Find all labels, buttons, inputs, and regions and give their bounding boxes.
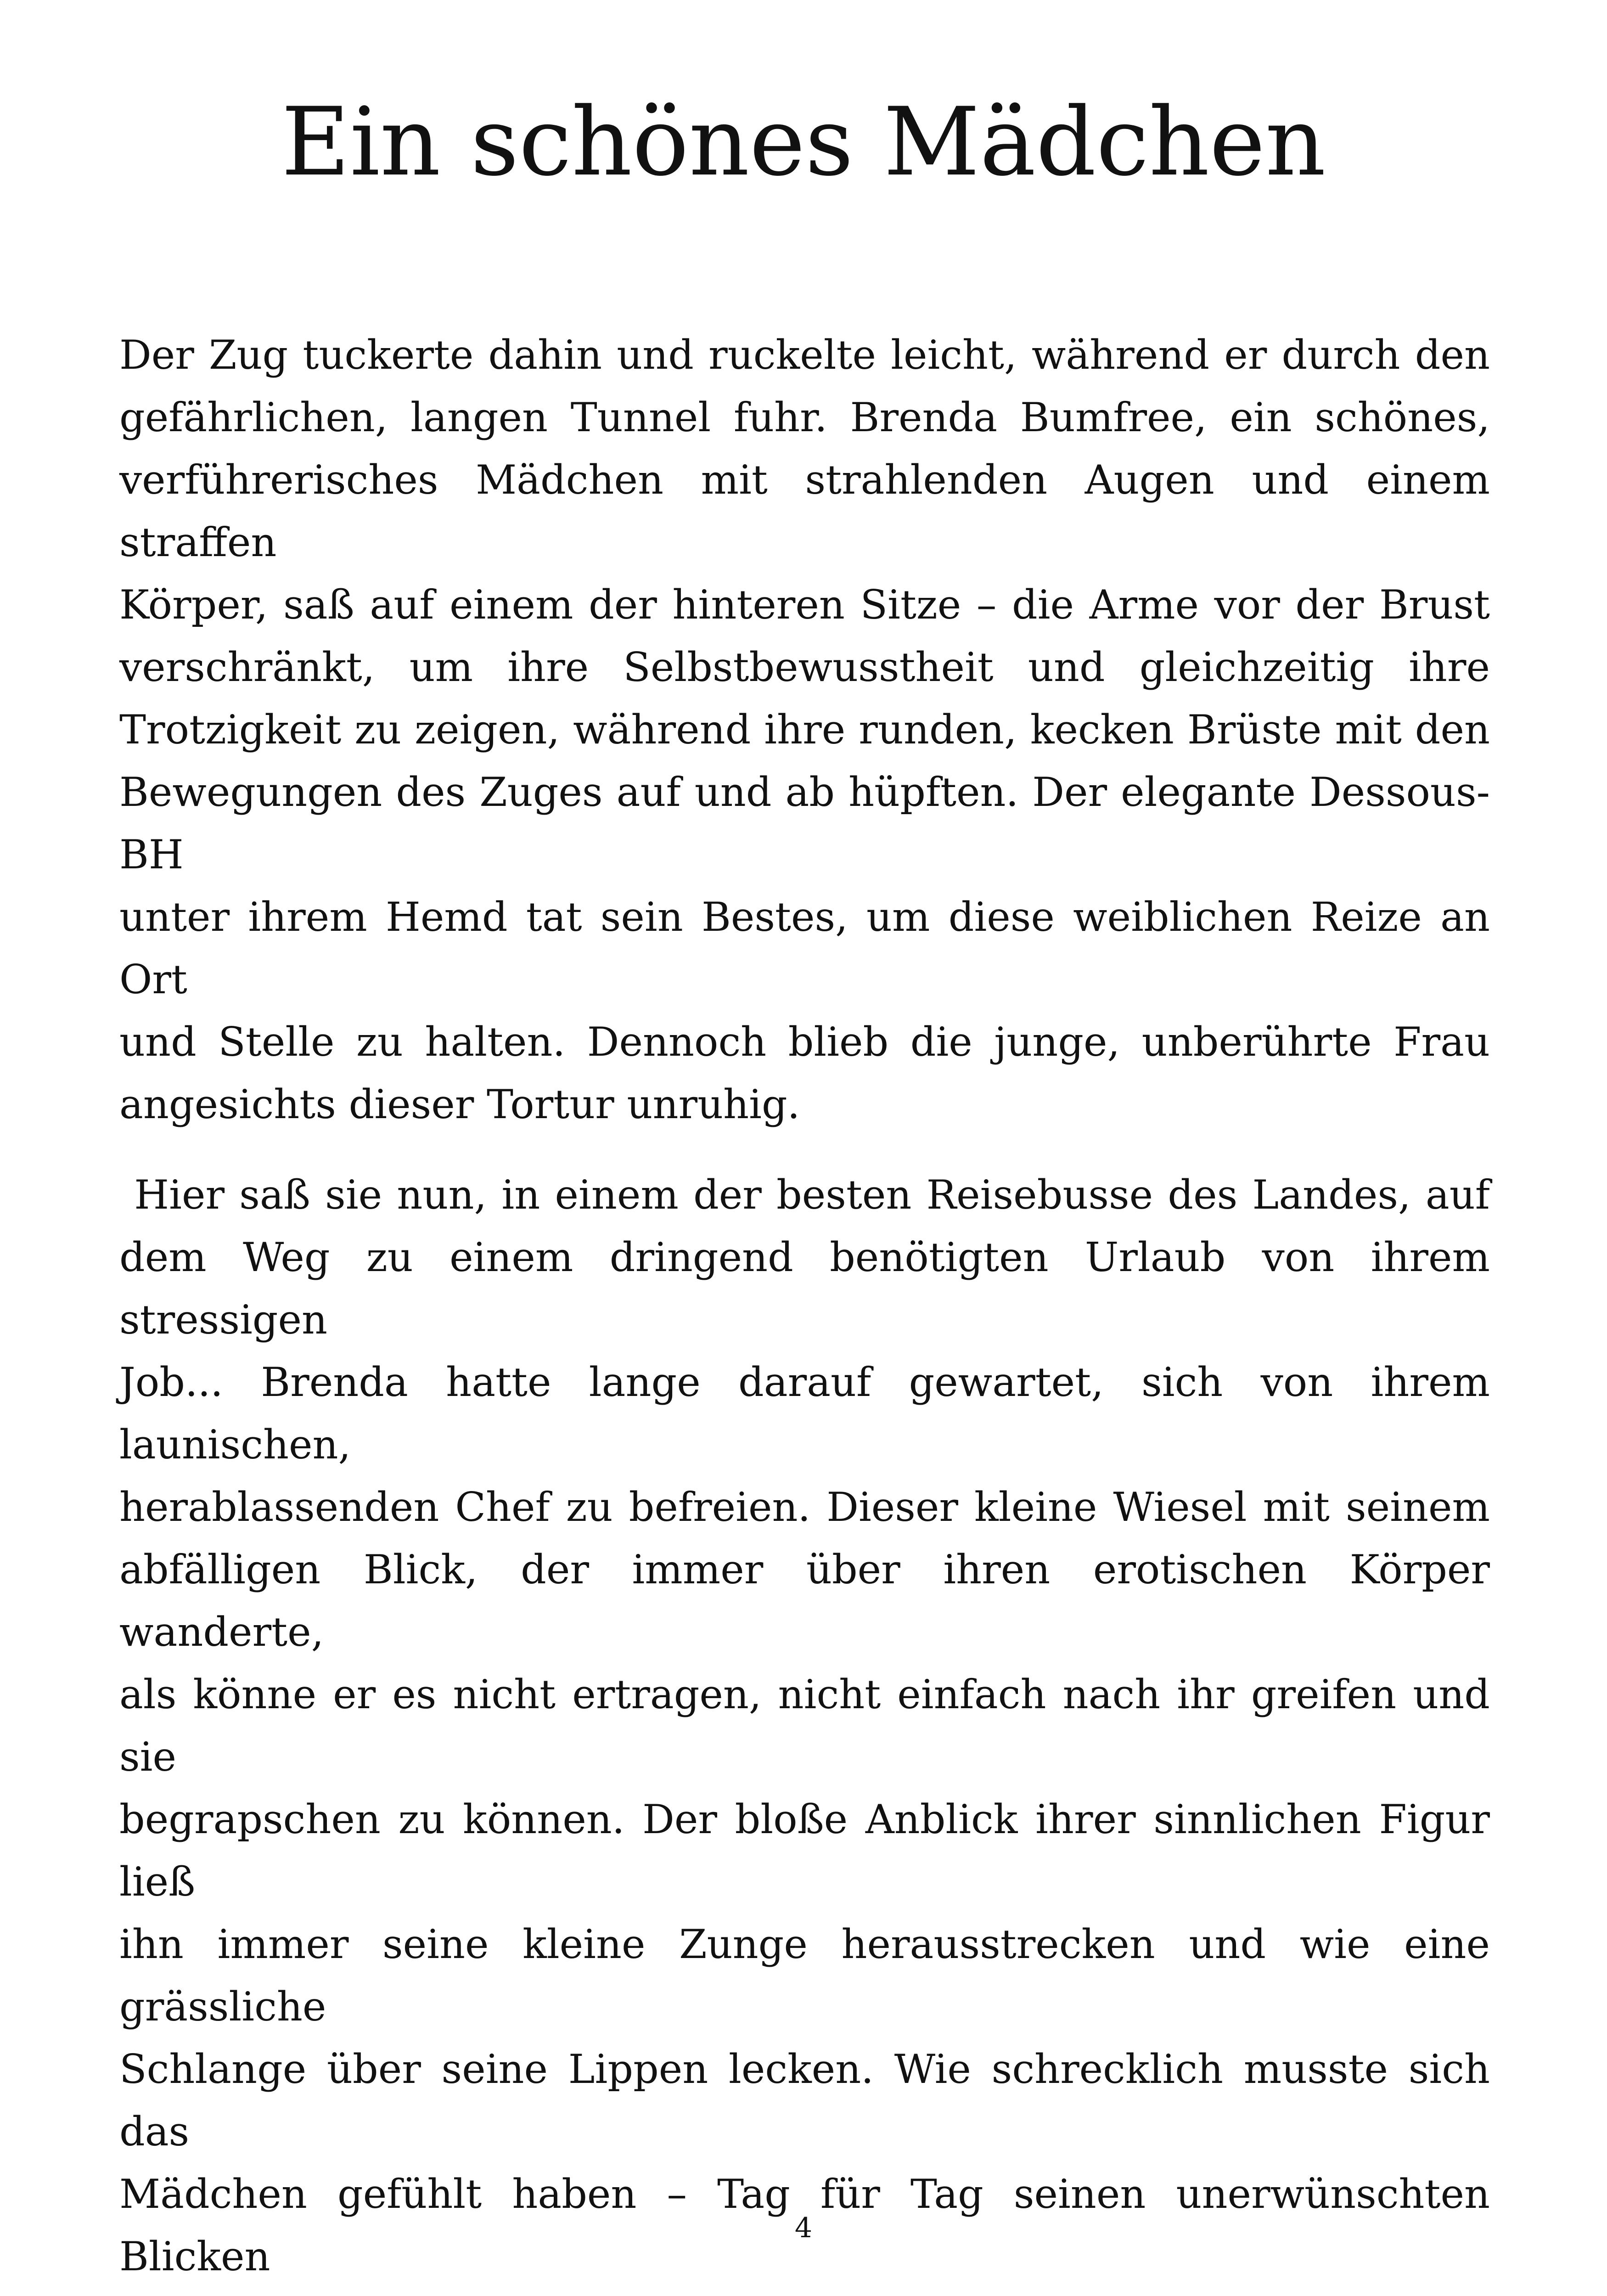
text-line: unter ihrem Hemd tat sein Bestes, um diese weiblichen Reize an Ort bbox=[119, 894, 1490, 1003]
text-line: gefährlichen, langen Tunnel fuhr. Brenda Bumfree, ein schönes, bbox=[119, 394, 1490, 441]
text-line: ihn immer seine kleine Zunge herausstrecken und wie eine grässliche bbox=[119, 1921, 1490, 2030]
text-line: Mädchen gefühlt haben – Tag für Tag seinen unerwünschten Blicken bbox=[119, 2171, 1490, 2280]
text-line: herablassenden Chef zu befreien. Dieser kleine Wiesel mit seinem bbox=[119, 1484, 1490, 1531]
text-line: Job... Brenda hatte lange darauf gewartet, sich von ihrem launischen, bbox=[119, 1359, 1490, 1468]
text-line: verschränkt, um ihre Selbstbewusstheit und gleichzeitig ihre bbox=[119, 644, 1490, 691]
text-line: angesichts dieser Tortur unruhig. bbox=[119, 1081, 800, 1128]
paragraph-1 bbox=[119, 324, 1490, 1136]
text-line: begrapschen zu können. Der bloße Anblick ihrer sinnlichen Figur ließ bbox=[119, 1796, 1490, 1905]
text-line: Bewegungen des Zuges auf und ab hüpften. Der elegante Dessous-BH bbox=[119, 769, 1490, 878]
text-line: verführerisches Mädchen mit strahlenden Augen und einem straffen bbox=[119, 456, 1490, 566]
text-line: dem Weg zu einem dringend benötigten Urlaub von ihrem stressigen bbox=[119, 1234, 1490, 1343]
text-line bbox=[119, 2288, 1490, 2296]
text-line: Schlange über seine Lippen lecken. Wie schrecklich musste sich das bbox=[119, 2046, 1490, 2155]
text-line: Trotzigkeit zu zeigen, während ihre runden, kecken Brüste mit den bbox=[119, 706, 1490, 753]
text-line: Körper, saß auf einem der hinteren Sitze – die Arme vor der Brust bbox=[119, 581, 1490, 628]
paragraph-2 bbox=[119, 1164, 1490, 2296]
body-text bbox=[119, 324, 1490, 2296]
text-line: Hier saß sie nun, in einem der besten Reisebusse des Landes, auf bbox=[119, 1171, 1490, 1218]
page-title: Ein schönes Mädchen bbox=[281, 88, 1326, 197]
text-line: abfälligen Blick, der immer über ihren erotischen Körper wanderte, bbox=[119, 1546, 1490, 1655]
text-line: Der Zug tuckerte dahin und ruckelte leicht, während er durch den bbox=[119, 332, 1490, 378]
page-number: 4 bbox=[794, 2212, 813, 2244]
text-line: als könne er es nicht ertragen, nicht einfach nach ihr greifen und sie bbox=[119, 1671, 1490, 1780]
text-line: und Stelle zu halten. Dennoch blieb die junge, unberührte Frau bbox=[119, 1019, 1490, 1065]
